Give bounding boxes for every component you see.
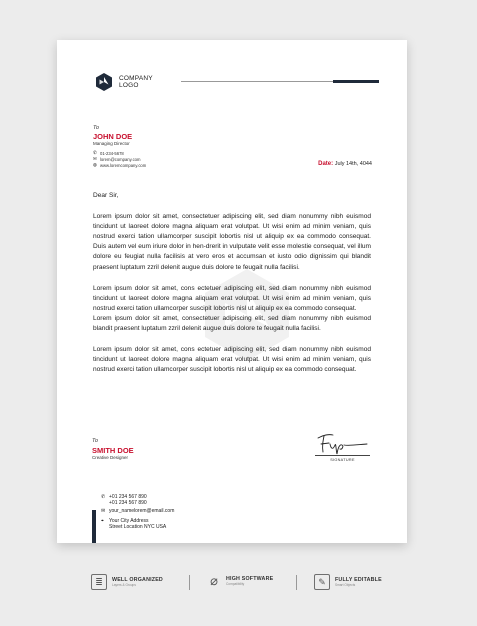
hexagon-logo-icon (94, 72, 114, 92)
footer-email-text: your_namelorem@email.com (109, 508, 175, 514)
greeting: Dear Sir, (93, 192, 119, 199)
feature-subtitle: Compatibility (226, 582, 245, 586)
footer-address-text: Your City Address Street Location NYC USA (109, 518, 167, 530)
signature-line (315, 455, 370, 456)
handwritten-signature (315, 430, 370, 456)
recipient-to-label: To (93, 125, 99, 131)
location-pin-icon: ⌖ (101, 518, 104, 524)
feature-title: HIGH SOFTWARE (226, 576, 274, 582)
footer-accent-bar (92, 510, 96, 543)
recipient-email-text: lorem@company.com (100, 156, 141, 162)
paperclip-icon: ⌀ (210, 573, 218, 588)
layers-icon: ≣ (91, 574, 107, 590)
footer-address (101, 519, 166, 530)
letterhead-page (57, 40, 407, 543)
sender-to-label: To (92, 438, 98, 444)
feature-well-organized (91, 574, 163, 590)
date-label: Date: (318, 161, 334, 167)
letter-date (318, 161, 372, 167)
paragraph-3: Lorem ipsum dolor sit amet, consectetuer adipiscing elit, sed diam nonummy nibh euismod blandit praesent luptatum zzril delenit augue duis dolore te feugait nulla facilisi. (93, 314, 371, 333)
recipient-role: Managing Director (93, 141, 130, 146)
feature-subtitle: Smart Objects (335, 583, 356, 587)
feature-subtitle: Layers & Groups (112, 583, 136, 587)
recipient-phone-text: 01-234-5678 (100, 150, 124, 156)
signature-label: SIGNATURE (330, 458, 355, 462)
logo-line2: LOGO (119, 82, 139, 89)
recipient-name: JOHN DOE (93, 132, 133, 141)
recipient-website-text: www.loremcompany.com (100, 162, 147, 168)
sender-role: Creative Designer (92, 455, 129, 460)
edit-icon: ✎ (314, 574, 330, 590)
logo-line1: COMPANY (119, 75, 153, 82)
footer-email (101, 509, 174, 515)
date-value: July 14th, 4044 (334, 161, 372, 167)
header-accent-bar (333, 80, 379, 83)
feature-high-software (207, 574, 273, 588)
paragraph-4: Lorem ipsum dolor sit amet, cons ectetuer adipiscing elit, sed diam nonummy nibh euismod tincidunt ut laoreet dolore magna aliquam erat volutpat. Ut wisi enim ad minim veniam, quis nostrud exerci tation ullamcorper suscipit lobortis nisl ut aliquip ex ea commodo consequat. (93, 346, 371, 374)
company-logo (94, 72, 153, 92)
feature-title: WELL ORGANIZED (112, 577, 163, 583)
mail-icon: ✉ (101, 508, 106, 514)
paragraph-2: Lorem ipsum dolor sit amet, cons ectetuer adipiscing elit, sed diam nonummy nibh euismod tincidunt ut laoreet dolore magna aliquam erat volutpat. Ut wisi enim ad minim veniam, quis nostrud exerci tation ullamcorper suscipit lobortis nisl ut aliquip ex ea commodo consequat. (93, 284, 371, 312)
footer-phone-text: +01 234 567 890 +01 234 567 890 (109, 494, 147, 506)
mail-icon: ✉ (93, 156, 97, 161)
footer-phone (101, 495, 147, 506)
sender-name: SMITH DOE (92, 446, 134, 455)
phone-icon: ✆ (93, 150, 97, 155)
globe-icon: ◍ (93, 162, 97, 167)
feature-divider (296, 575, 297, 590)
feature-fully-editable (314, 574, 382, 590)
phone-icon: ✆ (101, 494, 106, 500)
feature-title: FULLY EDITABLE (335, 577, 382, 583)
recipient-website (93, 162, 146, 168)
paragraph-1: Lorem ipsum dolor sit amet, consectetuer adipiscing elit, sed diam nonummy nibh euismod tincidunt ut laoreet dolore magna aliquam erat volutpat. Ut wisi enim ad minim veniam, quis nostrud exerci tation ullamcorper suscipit lobortis nisl ut aliquip ex ea commodo consequat. Duis autem vel eum iriure dolor in hen-drerit in vulputate velit esse molestie consequat, vel illum dolore eu feugiat nulla facilisis at vero eros et accumsan et iusto odio dignissim qui blandit praesent luptatum zzril delenit augue duis dolore te feugait nulla facilisi. (93, 213, 371, 271)
feature-divider (189, 575, 190, 590)
letter-body (93, 191, 371, 375)
